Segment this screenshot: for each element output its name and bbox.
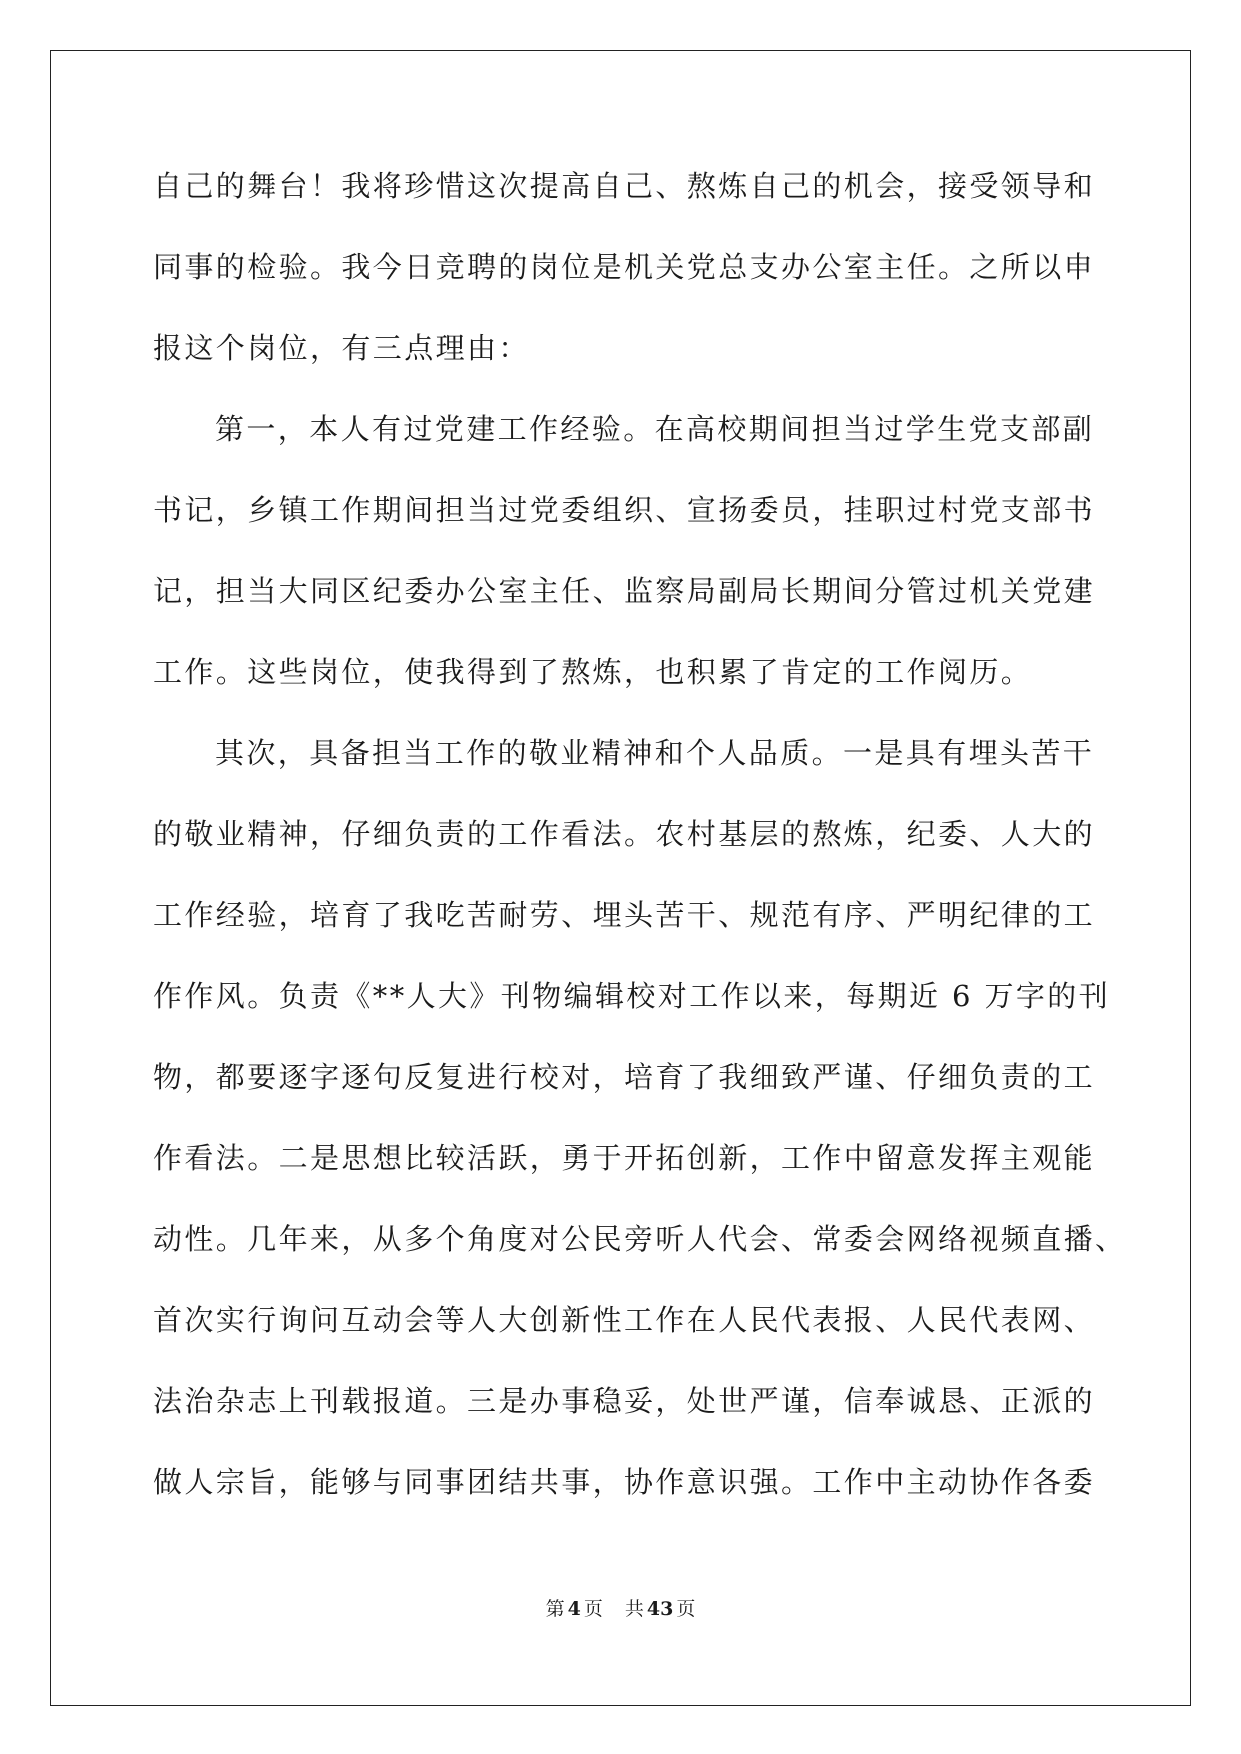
text-line: 工作。这些岗位，使我得到了熬炼，也积累了肯定的工作阅历。 <box>153 655 1033 689</box>
text-line: 作看法。二是思想比较活跃，勇于开拓创新，工作中留意发挥主观能 <box>153 1141 1096 1175</box>
text-line: 同事的检验。我今日竞聘的岗位是机关党总支办公室主任。之所以申 <box>153 250 1096 284</box>
text-line: 自己的舞台！我将珍惜这次提高自己、熬炼自己的机会，接受领导和 <box>153 169 1096 203</box>
document-body <box>153 158 1127 1535</box>
page-footer <box>0 1594 1241 1621</box>
total-pages: 43 <box>646 1598 674 1620</box>
text-line: 物，都要逐字逐句反复进行校对，培育了我细致严谨、仔细负责的工 <box>153 1060 1096 1094</box>
text-line: 动性。几年来，从多个角度对公民旁听人代会、常委会网络视频直播、 <box>153 1222 1127 1256</box>
text-line: 报这个岗位，有三点理由： <box>153 331 530 365</box>
text-line: 记，担当大同区纪委办公室主任、监察局副局长期间分管过机关党建 <box>153 574 1096 608</box>
text-line: 作作风。负责《**人大》刊物编辑校对工作以来，每期近 6 万字的刊 <box>153 979 1111 1013</box>
page-number: 4 <box>567 1598 581 1620</box>
total-suffix: 页 <box>676 1598 696 1620</box>
text-line: 的敬业精神，仔细负责的工作看法。农村基层的熬炼，纪委、人大的 <box>153 817 1096 851</box>
text-line: 书记，乡镇工作期间担当过党委组织、宣扬委员，挂职过村党支部书 <box>153 493 1096 527</box>
paragraph-start-line: 其次，具备担当工作的敬业精神和个人品质。一是具有埋头苦干 <box>215 736 1095 770</box>
page-suffix: 页 <box>583 1598 603 1620</box>
paragraph-start-line: 第一，本人有过党建工作经验。在高校期间担当过学生党支部副 <box>215 412 1095 446</box>
text-line: 工作经验，培育了我吃苦耐劳、埋头苦干、规范有序、严明纪律的工 <box>153 898 1096 932</box>
text-line: 法治杂志上刊载报道。三是办事稳妥，处世严谨，信奉诚恳、正派的 <box>153 1384 1096 1418</box>
page-prefix: 第 <box>545 1598 565 1620</box>
text-line: 首次实行询问互动会等人大创新性工作在人民代表报、人民代表网、 <box>153 1303 1096 1337</box>
text-line: 做人宗旨，能够与同事团结共事，协作意识强。工作中主动协作各委 <box>153 1465 1096 1499</box>
total-prefix: 共 <box>624 1598 644 1620</box>
